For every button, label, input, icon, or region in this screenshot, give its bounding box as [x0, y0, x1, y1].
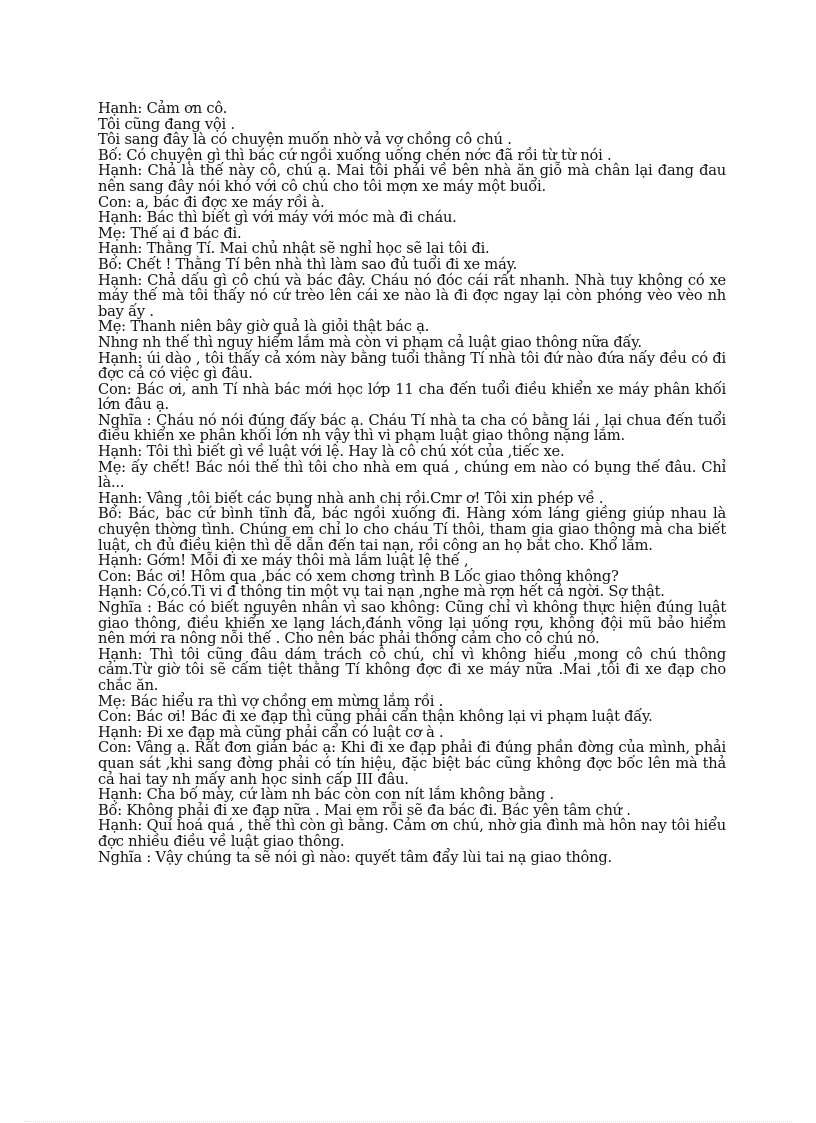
- paragraph: Hạnh: Thằng Tí. Mai chủ nhật sẽ nghỉ học sẽ lai tôi đi.: [98, 240, 490, 258]
- paragraph: Mẹ: Bác hiểu ra thì vợ chồng em mừng lắm rồi .: [98, 692, 444, 710]
- page-bottom-divider: [24, 1121, 792, 1122]
- paragraph: Hạnh: Tôi thì biết gì về luật với lệ. Hay là cô chú xót của ,tiếc xe.: [98, 443, 565, 461]
- paragraph: Con: Bác ơi! Bác đi xe đạp thì cũng phải cẩn thận không lại vi phạm luật đấy.: [98, 708, 653, 726]
- paragraph: Bố: Bác, bác cứ bình tĩnh đã, bác ngồi xuống đi. Hàng xóm láng giềng giúp nhau là chuyện thờng tình. Chúng em chỉ lo cho cháu Tí thôi, tham gia giao thông mà cha biết luật, ch đủ điều kiện thì dễ dẫn đến tai nạn, rồi công an họ bắt cho. Khổ lắm.: [98, 505, 726, 554]
- paragraph: Hạnh: Cha bố mày, cứ làm nh bác còn con nít lắm không bằng .: [98, 786, 554, 804]
- paragraph: Hạnh: Bác thì biết gì với máy với móc mà đi cháu.: [98, 209, 457, 227]
- paragraph: Hạnh: Chả dấu gì cô chú và bác đây. Cháu nó đóc cái rất nhanh. Nhà tuy không có xe máy thế mà tôi thấy nó cứ trèo lên cái xe nào là đi đợc ngay lại còn phóng vèo vèo nh bay ấy .: [98, 271, 726, 320]
- paragraph: Con: Bác ơi, anh Tí nhà bác mới học lớp 11 cha đến tuổi điều khiển xe máy phân khối lớn đâu ạ.: [98, 380, 726, 414]
- paragraph: Mẹ: ấy chết! Bác nói thế thì tôi cho nhà em quá , chúng em nào có bụng thế đâu. Chỉ là...: [98, 458, 726, 492]
- paragraph: Hạnh: Thì tôi cũng đâu dám trách cô chú, chỉ vì không hiểu ,mong cô chú thông cảm.Từ giờ tôi sẽ cấm tiệt thằng Tí không đợc đi xe máy nữa .Mai ,tôi đi xe đạp cho chắc ăn.: [98, 645, 726, 694]
- paragraph: Nhng nh thế thì nguy hiểm lắm mà còn vi phạm cả luật giao thông nữa đấy.: [98, 333, 642, 351]
- paragraph: Hạnh: Vâng ,tôi biết các bụng nhà anh chị rồi.Cmr ơ! Tôi xin phép về .: [98, 489, 604, 507]
- paragraph: Con: Vâng ạ. Rất đơn giản bác ạ: Khi đi xe đạp phải đi đúng phần đờng của mình, phải quan sát ,khi sang đờng phải có tín hiệu, đặc biệt bác cũng không đợc bốc lên mà thả cả hai tay nh mấy anh học sinh cấp III đâu.: [98, 739, 726, 788]
- paragraph: Hạnh: Gớm! Mỗi đi xe máy thôi mà lắm luật lệ thế ,: [98, 552, 469, 570]
- paragraph: Bố: Không phải đi xe đạp nữa . Mai em rỗi sẽ đa bác đi. Bác yên tâm chứ .: [98, 801, 631, 819]
- paragraph: Mẹ: Thế ai đ bác đi.: [98, 224, 242, 242]
- paragraph: Hạnh: úi dào , tôi thấy cả xóm này bằng tuổi thằng Tí nhà tôi đứ nào đứa nấy đều có đi đợc cả có việc gì đâu.: [98, 349, 726, 383]
- paragraph: Con: a, bác đi đợc xe máy rồi à.: [98, 193, 325, 211]
- paragraph: Bố: Có chuyện gì thì bác cứ ngồi xuống uống chén nớc đã rồi từ từ nói .: [98, 146, 612, 164]
- paragraph: Hạnh: Cảm ơn cô.: [98, 100, 228, 117]
- paragraph: Nghĩa : Vậy chúng ta sẽ nói gì nào: quyết tâm đẩy lùi tai nạ giao thông.: [98, 848, 612, 866]
- paragraph: Hạnh: Quí hoá quá , thế thì còn gì bằng. Cảm ơn chú, nhờ gia đình mà hôn nay tôi hiểu đợc nhiều điều về luật giao thông.: [98, 817, 726, 850]
- paragraph: Mẹ: Thanh niên bây giờ quả là giỏi thật bác ạ.: [98, 318, 430, 336]
- paragraph: Hạnh: Chả là thế này cô, chú ạ. Mai tôi phải về bên nhà ăn giỗ mà chân lại đang đau nên sang đây nói khó với cô chú cho tôi mợn xe máy một buổi.: [98, 162, 726, 195]
- paragraph: Nghĩa : Cháu nó nói đúng đấy bác ạ. Cháu Tí nhà ta cha có bằng lái , lại chua đến tuổi điều khiển xe phân khối lớn nh vậy thì vi phạm luật giao thông nặng lắm.: [98, 411, 726, 445]
- paragraph: Hạnh: Đi xe đạp mà cũng phải cẩn có luật cơ à .: [98, 723, 444, 741]
- document-page: [98, 101, 726, 865]
- paragraph: Nghĩa : Bác có biết nguyên nhân vì sao không: Cũng chỉ vì không thực hiện đúng luật giao thông, điều khiển xe lạng lách,đánh võng lại uống rợu, không đội mũ bảo hiểm nên mới ra nông nỗi thế . Cho nên bác phải thông cảm cho cô chú nó.: [98, 599, 726, 648]
- paragraph: Tôi sang đây là có chuyện muốn nhờ vả vợ chồng cô chú .: [98, 131, 512, 149]
- paragraph: Con: Bác ơi! Hôm qua ,bác có xem chơng trình B Lốc giao thông không?: [98, 567, 619, 585]
- paragraph: Bố: Chết ! Thằng Tí bên nhà thì làm sao đủ tuổi đi xe máy.: [98, 255, 518, 273]
- paragraph: Hạnh: Có,có.Ti vi đ thông tin một vụ tai nạn ,nghe mà rợn hết cả ngời. Sợ thật.: [98, 583, 665, 601]
- paragraph: Tôi cũng đang vội .: [98, 115, 235, 133]
